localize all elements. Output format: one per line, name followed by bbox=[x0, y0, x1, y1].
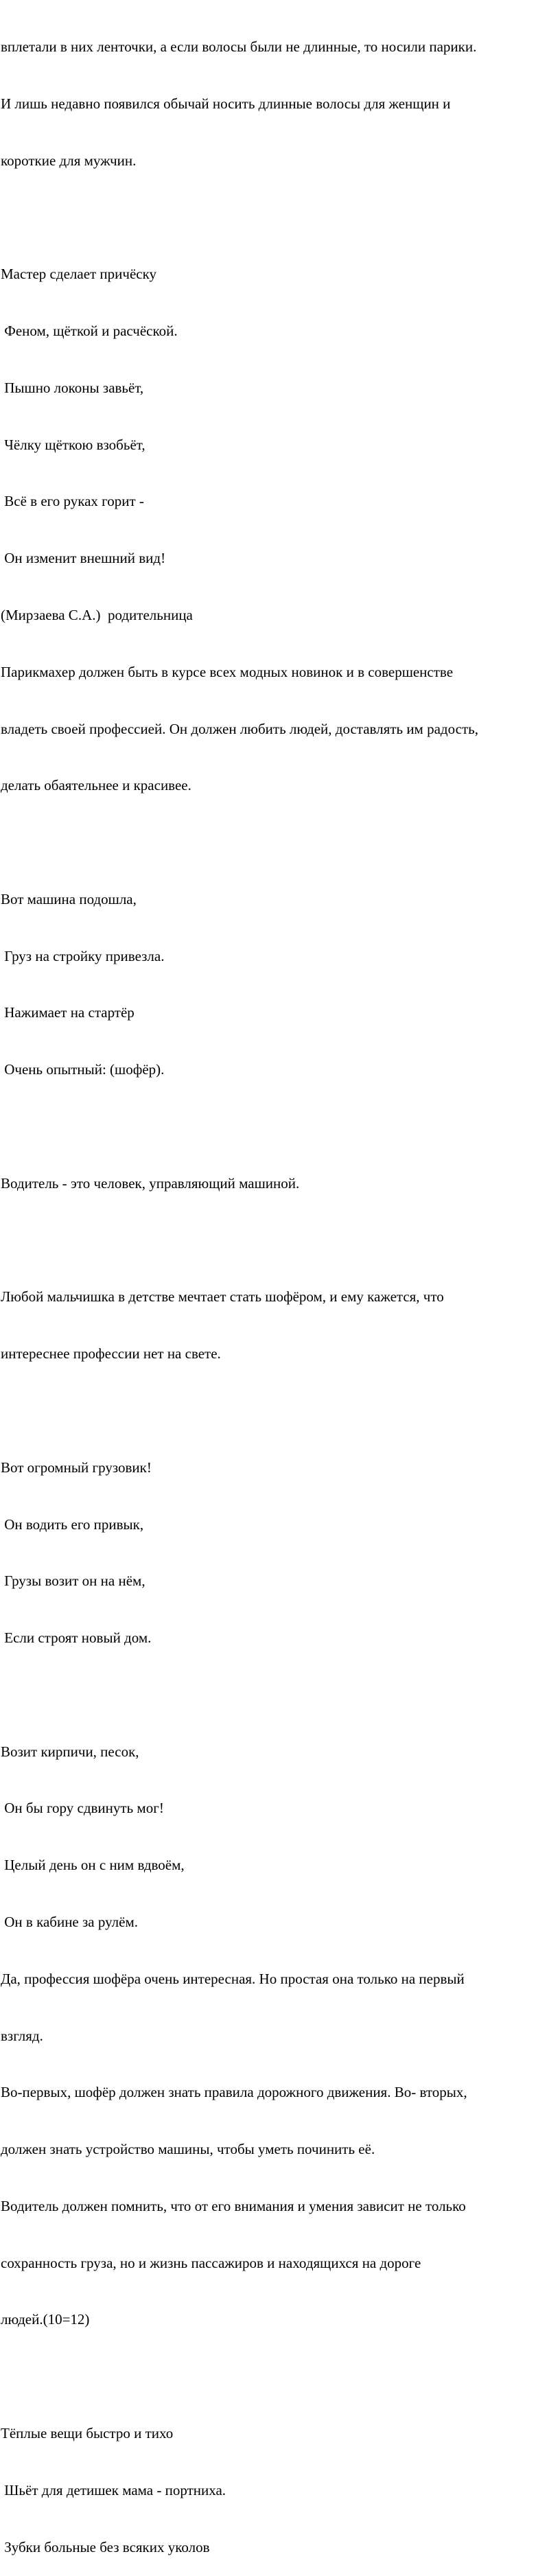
poem-line: Пышно локоны завьёт, bbox=[1, 379, 144, 396]
poem-line: Шьёт для детишек мама - портниха. bbox=[1, 2481, 226, 2498]
poem-line: Очень опытный: (шофёр). bbox=[1, 1061, 165, 1078]
text-line: Водитель - это человек, управляющий машиной. bbox=[1, 1174, 300, 1192]
author-line: (Мирзаева С.А.) родительница bbox=[1, 607, 193, 623]
poem-line: Груз на стройку привезла. bbox=[1, 947, 165, 964]
text-line: Любой мальчишка в детстве мечтает стать шофёром, и ему кажется, что bbox=[1, 1288, 444, 1306]
document-body bbox=[1, 0, 558, 2576]
text-line: сохранность груза, но и жизнь пассажиров и находящихся на дороге bbox=[1, 2254, 421, 2271]
poem-line: Феном, щёткой и расчёской. bbox=[1, 323, 178, 340]
poem-line: Зубки больные без всяких уколов bbox=[1, 2538, 210, 2555]
poem-line: Мастер сделает причёску bbox=[1, 266, 157, 283]
text-line: Во-первых, шофёр должен знать правила дорожного движения. Во- вторых, bbox=[1, 2084, 467, 2101]
text-line: взгляд. bbox=[1, 2027, 43, 2044]
text-line: вплетали в них ленточки, а если волосы были не длинные, то носили парики. bbox=[1, 38, 477, 56]
text-line: должен знать устройство машины, чтобы уметь починить её. bbox=[1, 2141, 375, 2158]
blank-line bbox=[1, 1686, 558, 1705]
poem-line: Возит кирпичи, песок, bbox=[1, 1743, 139, 1760]
blank-line bbox=[1, 833, 558, 852]
text-line: И лишь недавно появился обычай носить длинные волосы для женщин и bbox=[1, 95, 451, 112]
text-line: интереснее профессии нет на свете. bbox=[1, 1345, 221, 1362]
blank-line bbox=[1, 1231, 558, 1251]
text-line: делать обаятельнее и красивее. bbox=[1, 777, 191, 794]
poem-line: Целый день он с ним вдвоём, bbox=[1, 1857, 185, 1874]
text-line: владеть своей профессией. Он должен любить людей, доставлять им радость, bbox=[1, 720, 478, 737]
poem-line: Он изменит внешний вид! bbox=[1, 550, 166, 567]
blank-line bbox=[1, 209, 558, 228]
text-line: короткие для мужчин. bbox=[1, 152, 137, 169]
poem-line: Он бы гору сдвинуть мог! bbox=[1, 1800, 164, 1817]
blank-line bbox=[1, 1402, 558, 1421]
poem-line: Грузы возит он на нём, bbox=[1, 1573, 145, 1590]
text-line: Парикмахер должен быть в курсе всех модных новинок и в совершенстве bbox=[1, 663, 454, 680]
text-line: людей.(10=12) bbox=[1, 2311, 90, 2328]
text-line: Водитель должен помнить, что от его внимания и умения зависит не только bbox=[1, 2197, 466, 2214]
poem-line: Тёплые вещи быстро и тихо bbox=[1, 2425, 174, 2441]
text-line: Да, профессия шофёра очень интересная. Но простая она только на первый bbox=[1, 1970, 465, 1987]
poem-line: Если строят новый дом. bbox=[1, 1629, 152, 1647]
blank-line bbox=[1, 1117, 558, 1137]
poem-line: Вот машина подошла, bbox=[1, 890, 137, 907]
poem-line: Всё в его руках горит - bbox=[1, 493, 144, 510]
blank-line bbox=[1, 2367, 558, 2387]
poem-line: Вот огромный грузовик! bbox=[1, 1459, 152, 1476]
poem-line: Он в кабине за рулём. bbox=[1, 1913, 139, 1930]
poem-line: Нажимает на стартёр bbox=[1, 1004, 135, 1021]
poem-line: Чёлку щёткою взобьёт, bbox=[1, 436, 145, 453]
poem-line: Он водить его привык, bbox=[1, 1516, 144, 1533]
